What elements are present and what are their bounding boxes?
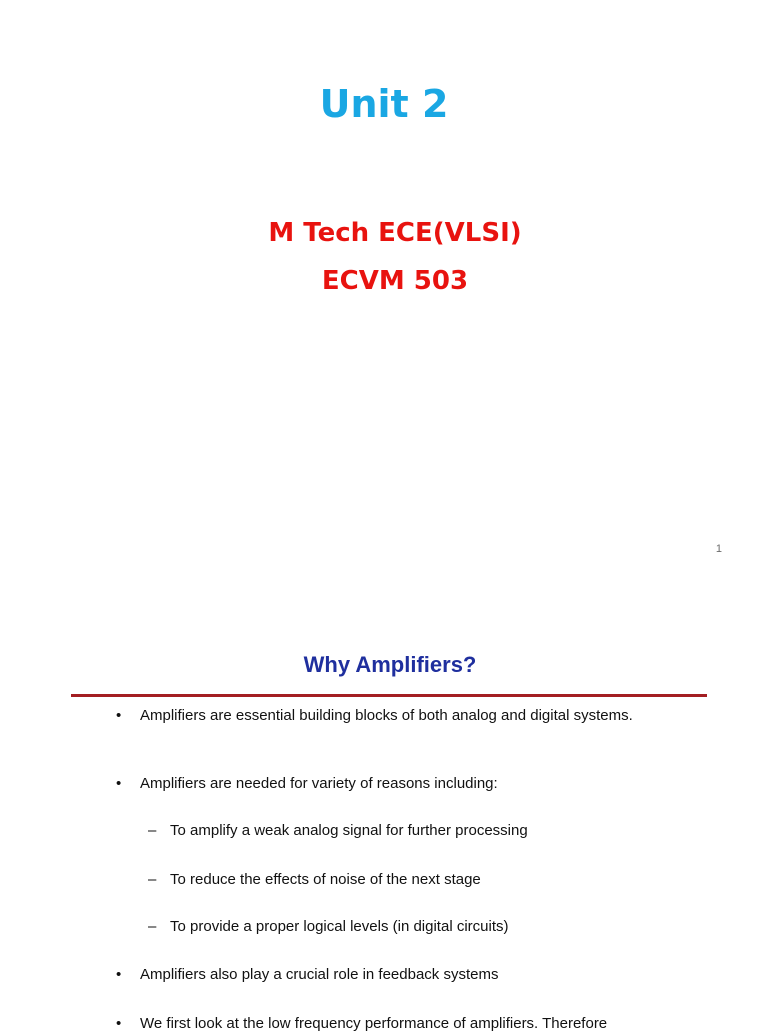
list-item [116, 965, 666, 985]
sub-bullet-text: To amplify a weak analog signal for further processing [170, 822, 528, 839]
bullet-text: Amplifiers are needed for variety of reasons including: [140, 775, 498, 792]
page-number: 1 [715, 543, 722, 555]
bullet-text: We first look at the low frequency performance of amplifiers. Therefore [140, 1015, 608, 1032]
sub-list-item [148, 917, 508, 937]
list-item [116, 706, 666, 726]
bullet-text: Amplifiers also play a crucial role in feedback systems [140, 966, 499, 983]
title-divider [71, 694, 707, 697]
slide-2 [0, 590, 768, 1032]
sub-bullet-text: To provide a proper logical levels (in digital circuits) [170, 918, 509, 935]
bullet-text: Amplifiers are essential building blocks of both analog and digital systems. [140, 707, 633, 724]
unit-title: Unit 2 [319, 82, 449, 126]
section-title: Why Amplifiers? [303, 652, 477, 677]
sub-list-item [148, 870, 481, 890]
course-name: M Tech ECE(VLSI) [268, 218, 522, 248]
course-code: ECVM 503 [321, 266, 469, 296]
bullet-icon: • [116, 966, 122, 983]
list-item [116, 1014, 686, 1034]
sub-bullet-text: To reduce the effects of noise of the next stage [170, 871, 481, 888]
dash-icon: – [148, 822, 157, 839]
bullet-icon: • [116, 1015, 122, 1032]
sub-list-item [148, 821, 528, 841]
dash-icon: – [148, 871, 157, 888]
list-item [116, 774, 666, 794]
dash-icon: – [148, 918, 157, 935]
bullet-icon: • [116, 775, 122, 792]
bullet-icon: • [116, 707, 122, 724]
